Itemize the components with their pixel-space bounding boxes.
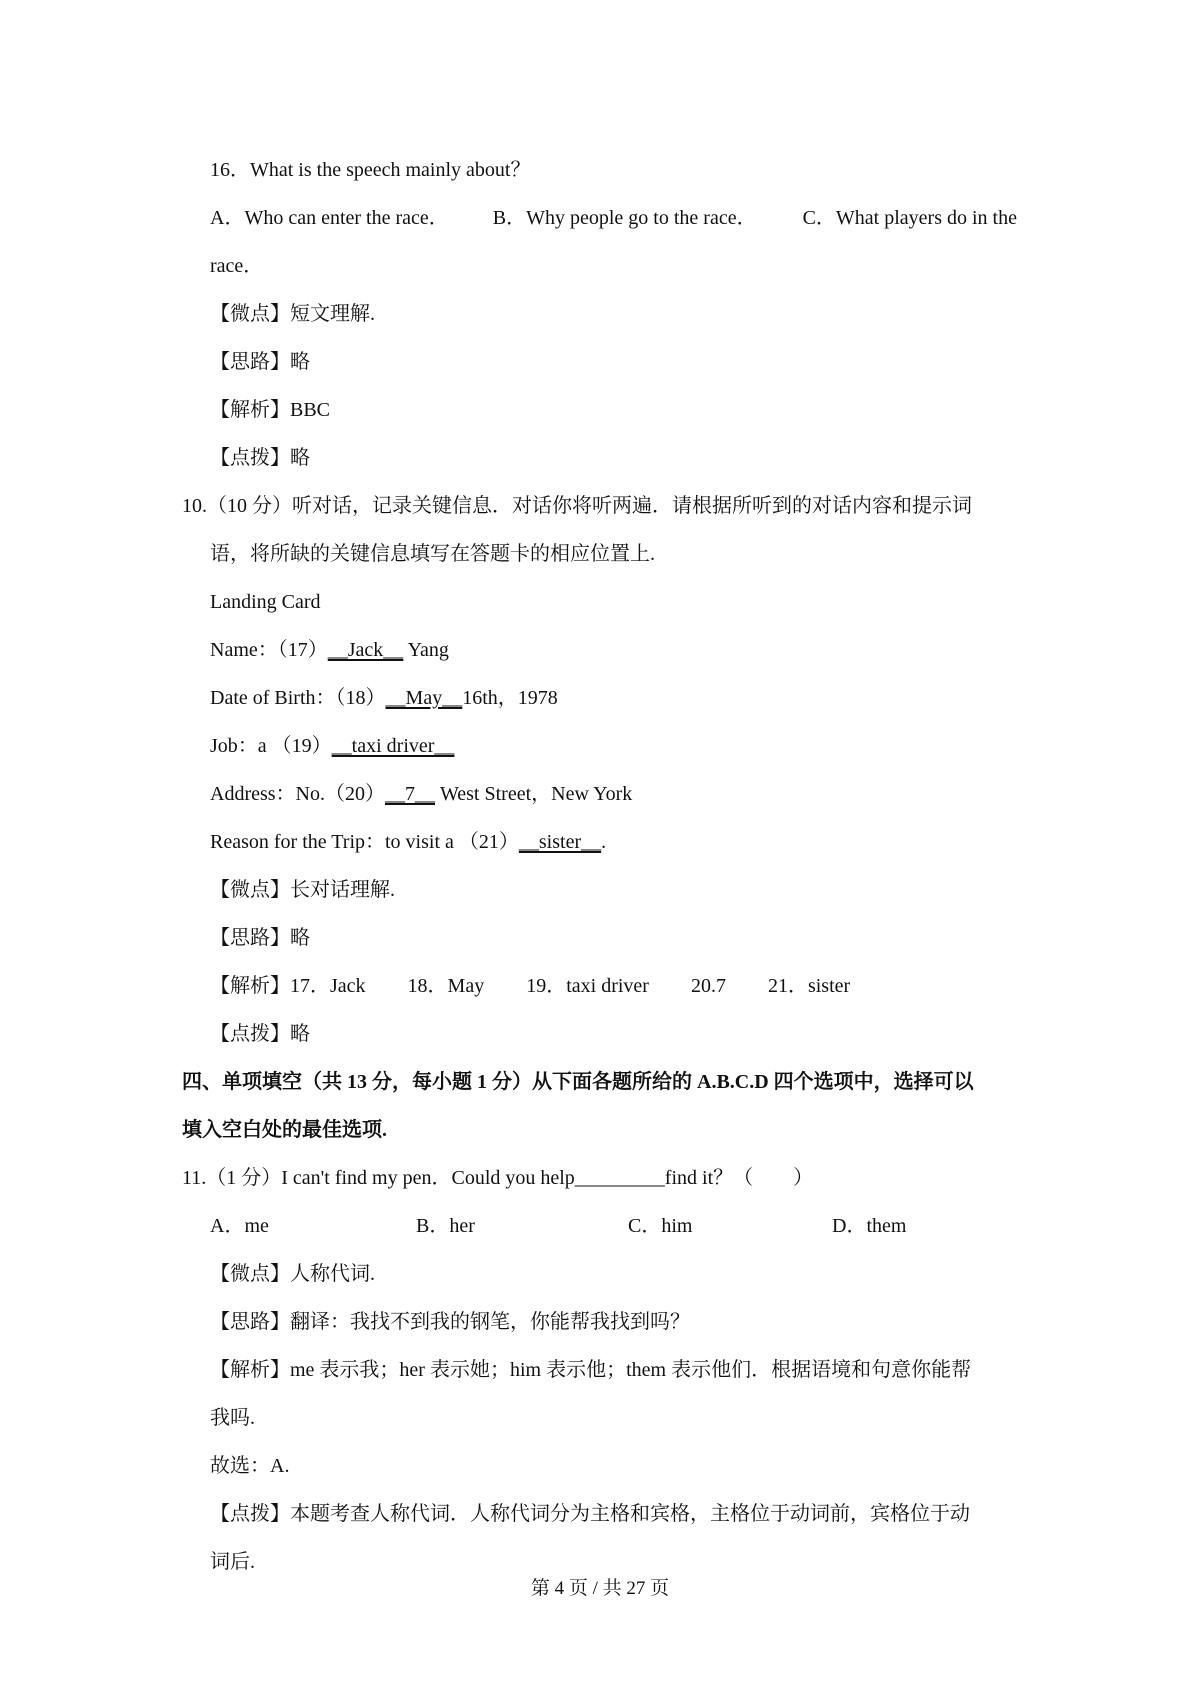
name-answer: __Jack__ xyxy=(327,639,404,661)
q16-options xyxy=(210,204,1017,232)
landing-card-name xyxy=(210,636,449,664)
q10-dianbo: 【点拨】略 xyxy=(210,1023,310,1045)
q10-ans-19: 19．taxi driver xyxy=(526,975,649,997)
q16-jiexi: 【解析】BBC xyxy=(210,399,331,421)
name-label: Name：（17） xyxy=(210,639,328,661)
landing-card-title: Landing Card xyxy=(210,591,321,613)
q11-option-a: A．me xyxy=(210,1215,269,1237)
reason-label: Reason for the Trip：to visit a （21） xyxy=(210,831,519,853)
job-answer: __taxi driver__ xyxy=(331,735,455,757)
q11-dianbo-1: 【点拨】本题考查人称代词．人称代词分为主格和宾格，主格位于动词前，宾格位于动 xyxy=(210,1503,970,1525)
q11-option-b: B．her xyxy=(416,1215,475,1237)
q11-weidian: 【微点】人称代词. xyxy=(210,1263,375,1285)
landing-card-job xyxy=(210,732,454,760)
q16-option-c: C．What players do in the xyxy=(802,207,1017,229)
section-4-heading-2: 填入空白处的最佳选项. xyxy=(182,1119,387,1141)
dob-suffix: 16th，1978 xyxy=(462,687,558,709)
q10-ans-18: 18．May xyxy=(407,975,485,997)
landing-card-address xyxy=(210,780,632,808)
q10-jiexi-label: 【解析】 xyxy=(210,975,290,997)
q16-option-c-cont: race． xyxy=(210,255,264,277)
q11-jiexi-1: 【解析】me 表示我；her 表示她；him 表示他；them 表示他们．根据语境和句意你能帮 xyxy=(210,1359,972,1381)
address-suffix: West Street，New York xyxy=(435,783,633,805)
page-number: 第 4 页 / 共 27 页 xyxy=(530,1578,670,1599)
reason-answer: __sister__ xyxy=(518,831,602,853)
q11-option-d: D．them xyxy=(832,1215,907,1237)
q16-silu: 【思路】略 xyxy=(210,351,310,373)
q10-jiexi xyxy=(210,972,850,1000)
address-label: Address：No.（20） xyxy=(210,783,385,805)
q16-option-b: B．Why people go to the race． xyxy=(492,207,757,229)
q10-weidian: 【微点】长对话理解. xyxy=(210,879,395,901)
name-suffix: Yang xyxy=(403,639,449,661)
q10-ans-17: 17．Jack xyxy=(290,975,366,997)
section-4-heading-1: 四、单项填空（共 13 分，每小题 1 分）从下面各题所给的 A.B.C.D 四个选项中，选择可以 xyxy=(182,1071,974,1093)
q10-silu: 【思路】略 xyxy=(210,927,310,949)
landing-card-dob xyxy=(210,684,558,712)
reason-suffix: . xyxy=(601,831,607,853)
q11-question: 11.（1 分）I can't find my pen．Could you help_________find it？（ ） xyxy=(182,1167,814,1189)
q16-option-a: A．Who can enter the race． xyxy=(210,207,449,229)
q16-weidian: 【微点】短文理解. xyxy=(210,303,375,325)
q10-ans-21: 21．sister xyxy=(767,975,851,997)
q11-dianbo-2: 词后. xyxy=(210,1551,255,1573)
q16-dianbo: 【点拨】略 xyxy=(210,447,310,469)
dob-answer: __May__ xyxy=(385,687,463,709)
q16-question: 16．What is the speech mainly about？ xyxy=(210,159,531,181)
q11-option-c: C．him xyxy=(628,1215,693,1237)
q11-jiexi-2: 我吗. xyxy=(210,1407,255,1429)
q11-silu: 【思路】翻译：我找不到我的钢笔，你能帮我找到吗？ xyxy=(210,1311,690,1333)
job-label: Job：a （19） xyxy=(210,735,332,757)
dob-label: Date of Birth：（18） xyxy=(210,687,386,709)
q11-answer: 故选：A. xyxy=(210,1455,290,1477)
q10-ans-20: 20.7 xyxy=(690,975,726,997)
address-answer: __7__ xyxy=(385,783,435,805)
landing-card-reason xyxy=(210,828,606,856)
q11-options xyxy=(210,1212,906,1240)
q10-intro-2: 语，将所缺的关键信息填写在答题卡的相应位置上. xyxy=(210,543,655,565)
q10-intro-1: 10.（10 分）听对话，记录关键信息．对话你将听两遍．请根据所听到的对话内容和提示词 xyxy=(182,495,972,517)
